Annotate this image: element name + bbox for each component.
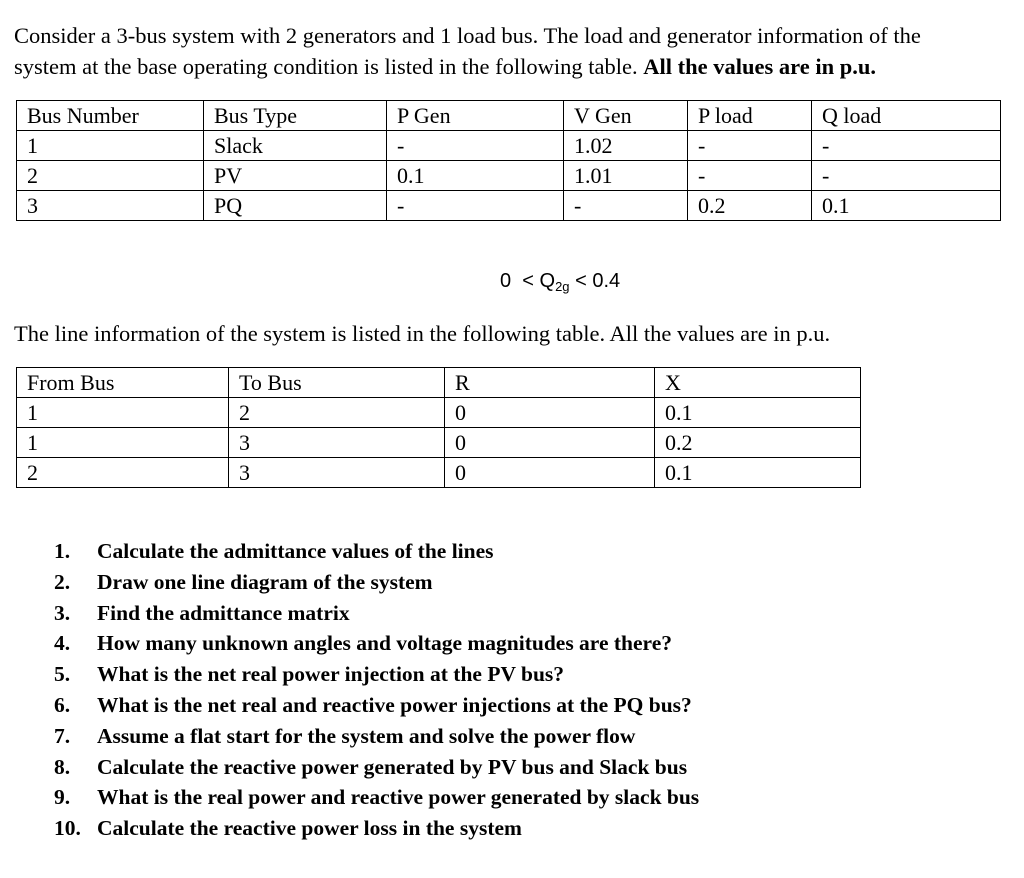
line-info-paragraph: The line information of the system is listed in the following table. All the values are in p.u. xyxy=(14,321,831,346)
table-cell: 2 xyxy=(17,161,204,191)
table-cell: 1.01 xyxy=(564,161,688,191)
table-cell: 0 xyxy=(445,458,655,488)
question-text: Draw one line diagram of the system xyxy=(97,569,433,594)
question-number: 9. xyxy=(54,785,71,810)
table-cell: - xyxy=(812,131,1001,161)
table-cell: 1 xyxy=(17,398,229,428)
question-text: Assume a flat start for the system and solve the power flow xyxy=(97,723,636,748)
table-cell: 0.1 xyxy=(387,161,564,191)
table-cell: - xyxy=(564,191,688,221)
question-item xyxy=(54,567,699,598)
header-cell: V Gen xyxy=(564,101,688,131)
table-cell: - xyxy=(387,191,564,221)
constraint-lower: 0 xyxy=(500,270,512,292)
table-cell: 0.2 xyxy=(655,428,861,458)
question-number: 4. xyxy=(54,631,71,656)
question-item xyxy=(54,536,699,567)
question-text: What is the net real and reactive power injections at the PQ bus? xyxy=(97,692,692,717)
table-cell: - xyxy=(688,161,812,191)
table-cell: PQ xyxy=(204,191,387,221)
table-cell: - xyxy=(812,161,1001,191)
question-item xyxy=(54,752,699,783)
question-item xyxy=(54,721,699,752)
table-header-row xyxy=(17,368,861,398)
table-cell: 1.02 xyxy=(564,131,688,161)
question-text: Calculate the reactive power loss in the system xyxy=(97,816,522,841)
table-row xyxy=(17,191,1001,221)
constraint-op-2: < xyxy=(575,270,587,292)
table-cell: 0 xyxy=(445,398,655,428)
intro-line-1: Consider a 3-bus system with 2 generators and 1 load bus. The load and generator information of the xyxy=(14,23,921,48)
table-cell: 2 xyxy=(229,398,445,428)
constraint-upper: 0.4 xyxy=(592,270,621,292)
table-cell: 0 xyxy=(445,428,655,458)
table-cell: - xyxy=(387,131,564,161)
reactive-power-constraint xyxy=(500,270,620,294)
header-cell: From Bus xyxy=(17,368,229,398)
intro-paragraph xyxy=(14,20,921,82)
constraint-var: Q xyxy=(539,270,556,292)
question-number: 2. xyxy=(54,569,71,594)
constraint-var-subscript: 2g xyxy=(555,279,570,294)
header-cell: Bus Type xyxy=(204,101,387,131)
table-row xyxy=(17,161,1001,191)
table-cell: 2 xyxy=(17,458,229,488)
question-text: Calculate the admittance values of the lines xyxy=(97,539,494,563)
question-text: What is the net real power injection at the PV bus? xyxy=(97,662,565,687)
header-cell: X xyxy=(655,368,861,398)
question-text: Calculate the reactive power generated by PV bus and Slack bus xyxy=(97,754,688,779)
header-cell: R xyxy=(445,368,655,398)
header-cell: P Gen xyxy=(387,101,564,131)
header-cell: P load xyxy=(688,101,812,131)
question-item xyxy=(54,598,699,629)
table-cell: Slack xyxy=(204,131,387,161)
table-header-row xyxy=(17,101,1001,131)
question-item xyxy=(54,813,699,844)
table-cell: 3 xyxy=(17,191,204,221)
question-text: What is the real power and reactive power generated by slack bus xyxy=(97,785,700,810)
question-number: 3. xyxy=(54,600,71,625)
question-number: 1. xyxy=(54,539,71,563)
question-item xyxy=(54,782,699,813)
header-cell: Bus Number xyxy=(17,101,204,131)
table-cell: 3 xyxy=(229,428,445,458)
question-number: 10. xyxy=(54,816,81,841)
table-cell: 0.1 xyxy=(655,398,861,428)
intro-line-2: system at the base operating condition is listed in the following table. xyxy=(14,54,644,79)
question-list xyxy=(54,536,699,844)
table-cell: 1 xyxy=(17,131,204,161)
table-cell: PV xyxy=(204,161,387,191)
table-row xyxy=(17,458,861,488)
question-number: 6. xyxy=(54,692,71,717)
question-item xyxy=(54,690,699,721)
table-cell: 0.1 xyxy=(655,458,861,488)
question-number: 7. xyxy=(54,723,71,748)
table-row xyxy=(17,131,1001,161)
table-cell: 1 xyxy=(17,428,229,458)
table-cell: 0.1 xyxy=(812,191,1001,221)
table-row xyxy=(17,428,861,458)
table-cell: - xyxy=(688,131,812,161)
question-text: Find the admittance matrix xyxy=(97,600,350,625)
question-number: 5. xyxy=(54,662,71,687)
question-number: 8. xyxy=(54,754,71,779)
question-item xyxy=(54,628,699,659)
constraint-op-1: < xyxy=(522,270,534,292)
table-cell: 0.2 xyxy=(688,191,812,221)
table-row xyxy=(17,398,861,428)
question-item xyxy=(54,659,699,690)
table-cell: 3 xyxy=(229,458,445,488)
header-cell: To Bus xyxy=(229,368,445,398)
generator-load-table xyxy=(16,100,1001,221)
question-text: How many unknown angles and voltage magnitudes are there? xyxy=(97,631,672,656)
header-cell: Q load xyxy=(812,101,1001,131)
line-data-table xyxy=(16,367,861,488)
intro-line-2-bold: All the values are in p.u. xyxy=(643,54,876,79)
